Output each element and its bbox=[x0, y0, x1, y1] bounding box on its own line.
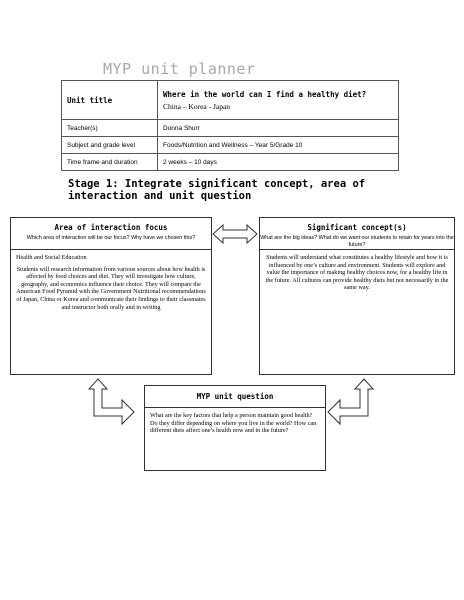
area-of-interaction-box bbox=[10, 217, 212, 375]
teacher-label: Teacher(s) bbox=[62, 120, 158, 137]
area-of-interaction-name: Health and Social Education bbox=[16, 254, 87, 261]
stage-heading: Stage 1: Integrate significant concept, area of interaction and unit question bbox=[68, 178, 366, 202]
area-of-interaction-title: Area of interaction focus bbox=[54, 223, 168, 232]
unit-info-table bbox=[61, 80, 399, 171]
unit-question-title: MYP unit question bbox=[196, 392, 274, 401]
timeframe-row bbox=[62, 154, 399, 171]
unit-title-value bbox=[158, 81, 399, 120]
timeframe-value: 2 weeks – 10 days bbox=[158, 154, 399, 171]
timeframe-label: Time frame and duration bbox=[62, 154, 158, 171]
area-of-interaction-text: Students will research information from various sources about how health is affected by food choices and diet. They will investigate how culture, geography, and economics influence their choice. They will compare the American Food Pyramid with the Government Nutritional recommendations of Japan, China or Korea and communicate their findings to their classmates and instructor both orally and in writing bbox=[16, 265, 206, 311]
significant-concept-text: Students will understand what constitutes a healthy lifestyle and how it is influenced by one’s culture and environment. Students will explore and value the importance of making healthy choices now, for a healthy life in the future. All cultures can provide healthy diets but not necessarily in the same way. bbox=[265, 254, 449, 292]
unit-question-text: What are the key factors that help a person maintain good health? Do they differ depending on where you live in the world? How can different diets affect one’s health now and in the future? bbox=[150, 412, 317, 435]
subject-value: Foods/Nutrition and Wellness – Year 5/Grade 10 bbox=[158, 137, 399, 154]
bent-arrow-right-icon bbox=[88, 378, 136, 432]
significant-concept-header bbox=[260, 218, 454, 250]
teacher-value: Donna Shurr bbox=[158, 120, 399, 137]
double-arrow-icon bbox=[212, 224, 258, 244]
teacher-row bbox=[62, 120, 399, 137]
unit-question-body bbox=[145, 408, 325, 439]
unit-title-text: Where in the world can I find a healthy diet? bbox=[163, 89, 367, 99]
unit-question-box bbox=[144, 385, 326, 471]
page-title: MYP unit planner bbox=[103, 60, 256, 78]
bent-arrow-left-icon bbox=[326, 378, 374, 432]
area-of-interaction-subtitle: Which area of interaction will be our focus? Why have we chosen this? bbox=[26, 235, 196, 241]
significant-concept-box bbox=[259, 217, 455, 375]
area-of-interaction-header bbox=[11, 218, 211, 250]
unit-title-subtitle: China – Korea - Japan bbox=[163, 101, 231, 111]
subject-row bbox=[62, 137, 399, 154]
subject-label: Subject and grade level bbox=[62, 137, 158, 154]
unit-title-row bbox=[62, 81, 399, 120]
significant-concept-subtitle: What are the big ideas? What do we want our students to retain for years into the future? bbox=[260, 235, 454, 248]
significant-concept-body bbox=[260, 250, 454, 296]
area-of-interaction-body bbox=[11, 250, 211, 315]
significant-concept-title: Significant concept(s) bbox=[307, 223, 407, 232]
unit-question-header bbox=[145, 386, 325, 408]
unit-title-label: Unit title bbox=[62, 81, 158, 120]
